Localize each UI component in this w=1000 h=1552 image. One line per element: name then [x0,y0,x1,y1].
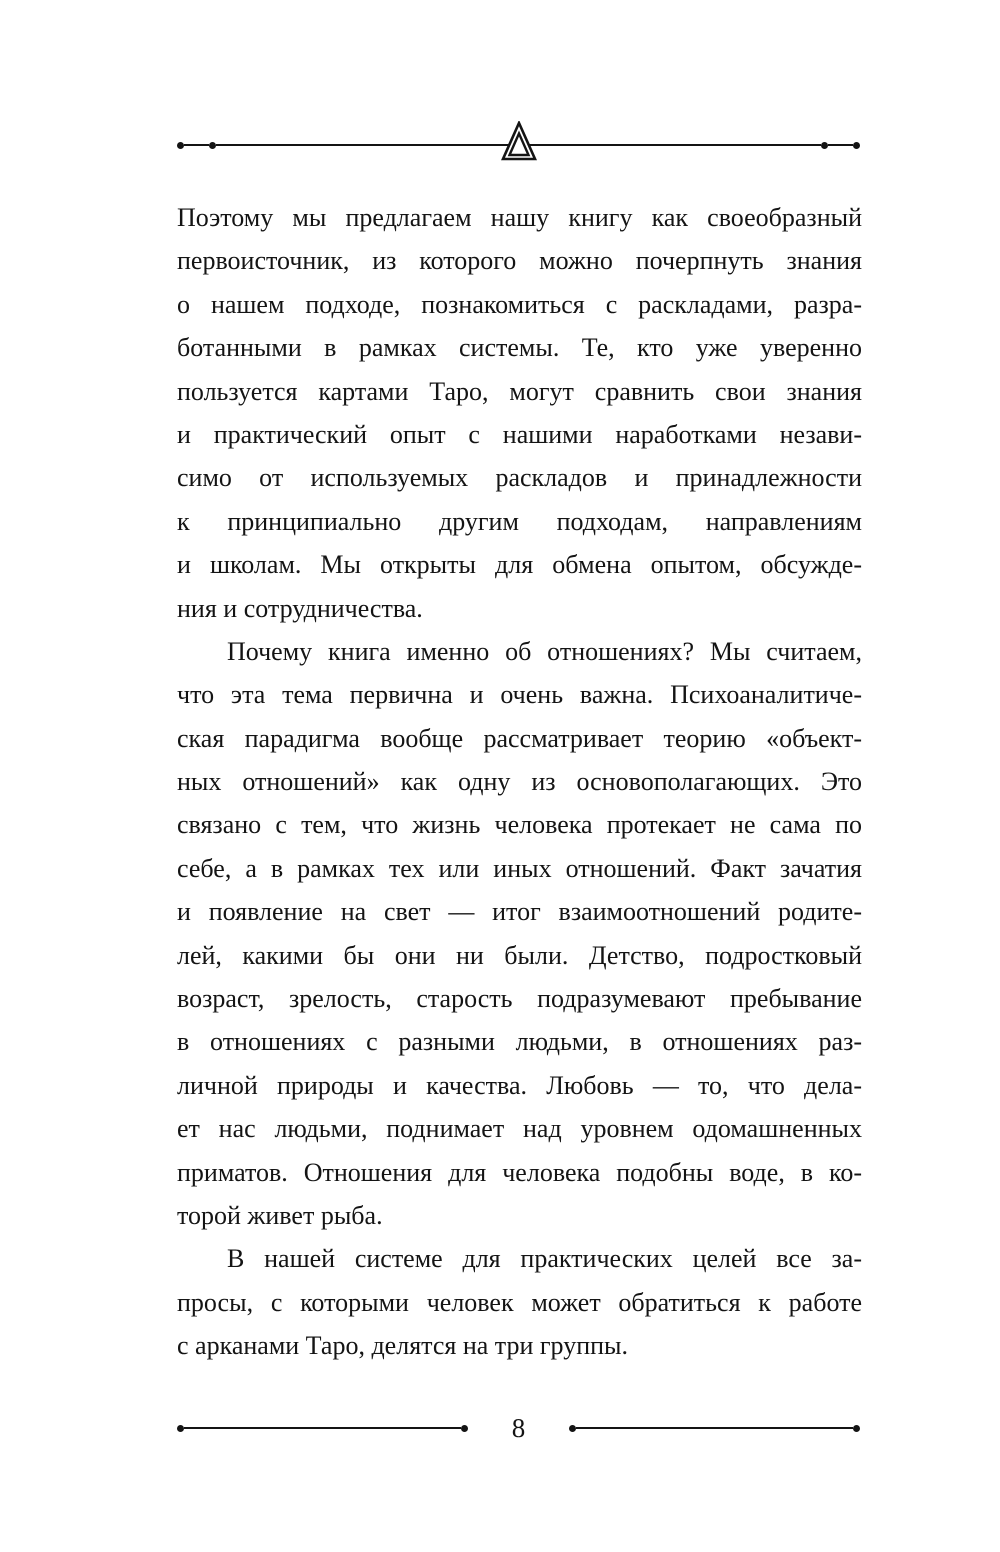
text-line: к принципиально другим подходам, направлениям [177,506,862,536]
rule-line [828,144,853,147]
text-line: ния и сотрудничества. [177,593,423,623]
text-line: возраст, зрелость, старость подразумевают пребывание [177,984,862,1014]
text-line: связано с тем, что жизнь человека протекает не сама по [177,810,862,840]
text-line: первоисточник, из которого можно почерпнуть знания [177,246,862,276]
footer-ornament [177,1412,860,1444]
text-line: ботанными в рамках системы. Те, кто уже уверенно [177,333,862,363]
text-line: торой живет рыба. [177,1200,383,1230]
rule-line [184,1427,461,1430]
text-line: о нашем подходе, познакомиться с раскладами, разра- [177,289,862,319]
text-line: ных отношений» как одну из основополагающих. Это [177,767,862,797]
text-line: ская парадигма вообще рассматривает теорию «объект- [177,723,862,753]
text-line: что эта тема первична и очень важна. Психоаналитиче- [177,680,862,710]
text-line: и практический опыт с нашими наработками незави- [177,419,862,449]
text-line: пользуется картами Таро, могут сравнить свои знания [177,376,862,406]
page-body-text [177,196,862,1368]
dot-ornament [209,142,216,149]
dot-ornament [821,142,828,149]
text-line: Поэтому мы предлагаем нашу книгу как своеобразный [177,203,862,232]
dot-ornament [853,1425,860,1432]
dot-ornament [177,1425,184,1432]
text-line: с арканами Таро, делятся на три группы. [177,1331,629,1361]
dot-ornament [177,142,184,149]
triangle-ornament-icon [501,121,537,161]
text-line: лей, какими бы они ни были. Детство, подростковый [177,940,862,970]
rule-line [576,1427,853,1430]
rule-line [216,144,509,147]
rule-line [184,144,209,147]
rule-line [529,144,822,147]
text-line: и школам. Мы открыты для обмена опытом, обсужде- [177,550,862,580]
dot-ornament [461,1425,468,1432]
page-number: 8 [511,1413,526,1443]
text-line: симо от используемых раскладов и принадлежности [177,463,862,493]
text-line: просы, с которыми человек может обратиться к работе [177,1287,862,1317]
dot-ornament [853,142,860,149]
text-line: В нашей системе для практических целей все за- [227,1244,862,1274]
text-line: приматов. Отношения для человека подобны воде, в ко- [177,1157,862,1187]
text-line: в отношениях с разными людьми, в отношениях раз- [177,1027,862,1057]
text-line: ет нас людьми, поднимает над уровнем одомашненных [177,1114,862,1144]
text-line: и появление на свет — итог взаимоотношений родите- [177,897,862,927]
text-line: личной природы и качества. Любовь — то, что дела- [177,1070,862,1100]
text-line: себе, а в рамках тех или иных отношений. Факт зачатия [177,853,862,883]
header-ornament [177,125,860,165]
text-line: Почему книга именно об отношениях? Мы считаем, [227,636,862,666]
dot-ornament [569,1425,576,1432]
